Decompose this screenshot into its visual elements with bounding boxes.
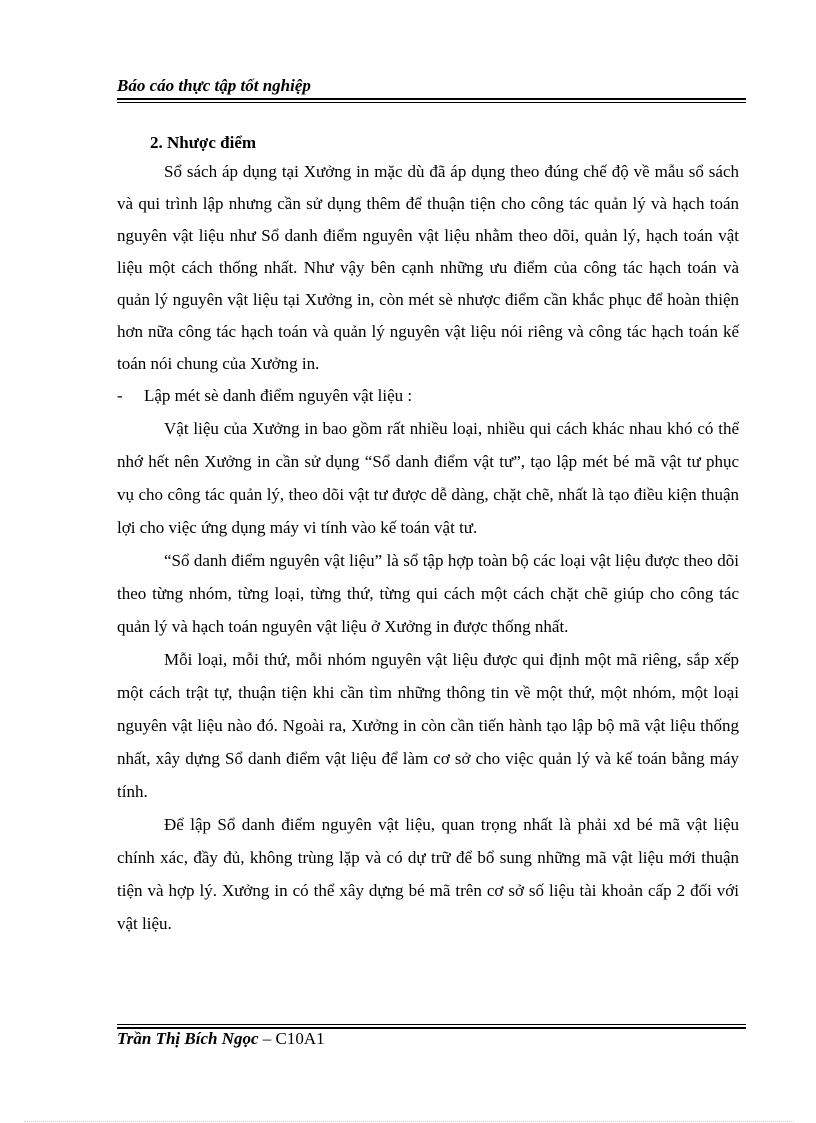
paragraph-ledger: “Sổ danh điểm nguyên vật liệu” là sổ tập hợp toàn bộ các loại vật liệu được theo dõi theo từng nhóm, từng loại, từng thứ, từng qui cách một cách chặt chẽ giúp cho công tác quản lý và hạch toán nguyên vật liệu ở Xưởng in được thống nhất. bbox=[117, 551, 739, 636]
section-heading: 2. Nhược điểm bbox=[150, 133, 257, 152]
header-rule-thick bbox=[117, 98, 746, 100]
page-bottom-border bbox=[24, 1121, 794, 1122]
bullet-item bbox=[117, 380, 739, 412]
document-body bbox=[117, 130, 739, 940]
paragraph-weaknesses: Sổ sách áp dụng tại Xưởng in mặc dù đã áp dụng theo đúng chế độ về mẫu sổ sách và qui trình lập nhưng cần sử dụng thêm để thuận tiện cho công tác quản lý và hạch toán nguyên vật liệu như Sổ danh điểm nguyên vật liệu nhằm theo dõi, quản lý, hạch toán vật liệu một cách thống nhất. Như vậy bên cạnh những ưu điểm của công tác hạch toán và quản lý nguyên vật liệu tại Xưởng in, còn mét sè nhược điểm cần khắc phục để hoàn thiện hơn nữa công tác hạch toán và quản lý nguyên vật liệu nói riêng và công tác hạch toán kế toán nói chung của Xưởng in. bbox=[117, 162, 739, 373]
paragraph-materials: Vật liệu của Xưởng in bao gồm rất nhiều loại, nhiều qui cách khác nhau khó có thể nhớ hết nên Xưởng in cần sử dụng “Sổ danh điểm vật tư”, tạo lập mét bé mã vật tư phục vụ cho công tác quản lý, theo dõi vật tư được dễ dàng, chặt chẽ, nhất là tạo điều kiện thuận lợi cho việc ứng dụng máy vi tính vào kế toán vật tư. bbox=[117, 419, 739, 537]
bullet-dash: - bbox=[117, 386, 123, 405]
paragraph-setup: Để lập Sổ danh điểm nguyên vật liệu, quan trọng nhất là phải xd bé mã vật liệu chính xác, đầy đủ, không trùng lặp và có dự trữ để bổ sung những mã vật liệu mới thuận tiện và hợp lý. Xưởng in có thể xây dựng bé mã trên cơ sở số liệu tài khoản cấp 2 đối với vật liệu. bbox=[117, 815, 739, 933]
author-name: Trần Thị Bích Ngọc bbox=[117, 1029, 259, 1048]
bullet-text: Lập mét sè danh điểm nguyên vật liệu : bbox=[144, 386, 413, 405]
class-code: – C10A1 bbox=[258, 1029, 325, 1048]
paragraph-codes: Mỗi loại, mỗi thứ, mỗi nhóm nguyên vật liệu được qui định một mã riêng, sắp xếp một cách trật tự, thuận tiện khi cần tìm những thông tin về một thứ, một nhóm, một loại nguyên vật liệu nào đó. Ngoài ra, Xưởng in còn cần tiến hành tạo lập bộ mã vật liệu thống nhất, xây dựng Sổ danh điểm vật liệu để làm cơ sở cho việc quản lý và kế toán bằng máy tính. bbox=[117, 650, 739, 801]
header-rule-thin bbox=[117, 102, 746, 103]
footer-rule-thin bbox=[117, 1024, 746, 1025]
page-header-title: Báo cáo thực tập tốt nghiệp bbox=[117, 76, 311, 95]
footer-author bbox=[117, 1029, 325, 1049]
